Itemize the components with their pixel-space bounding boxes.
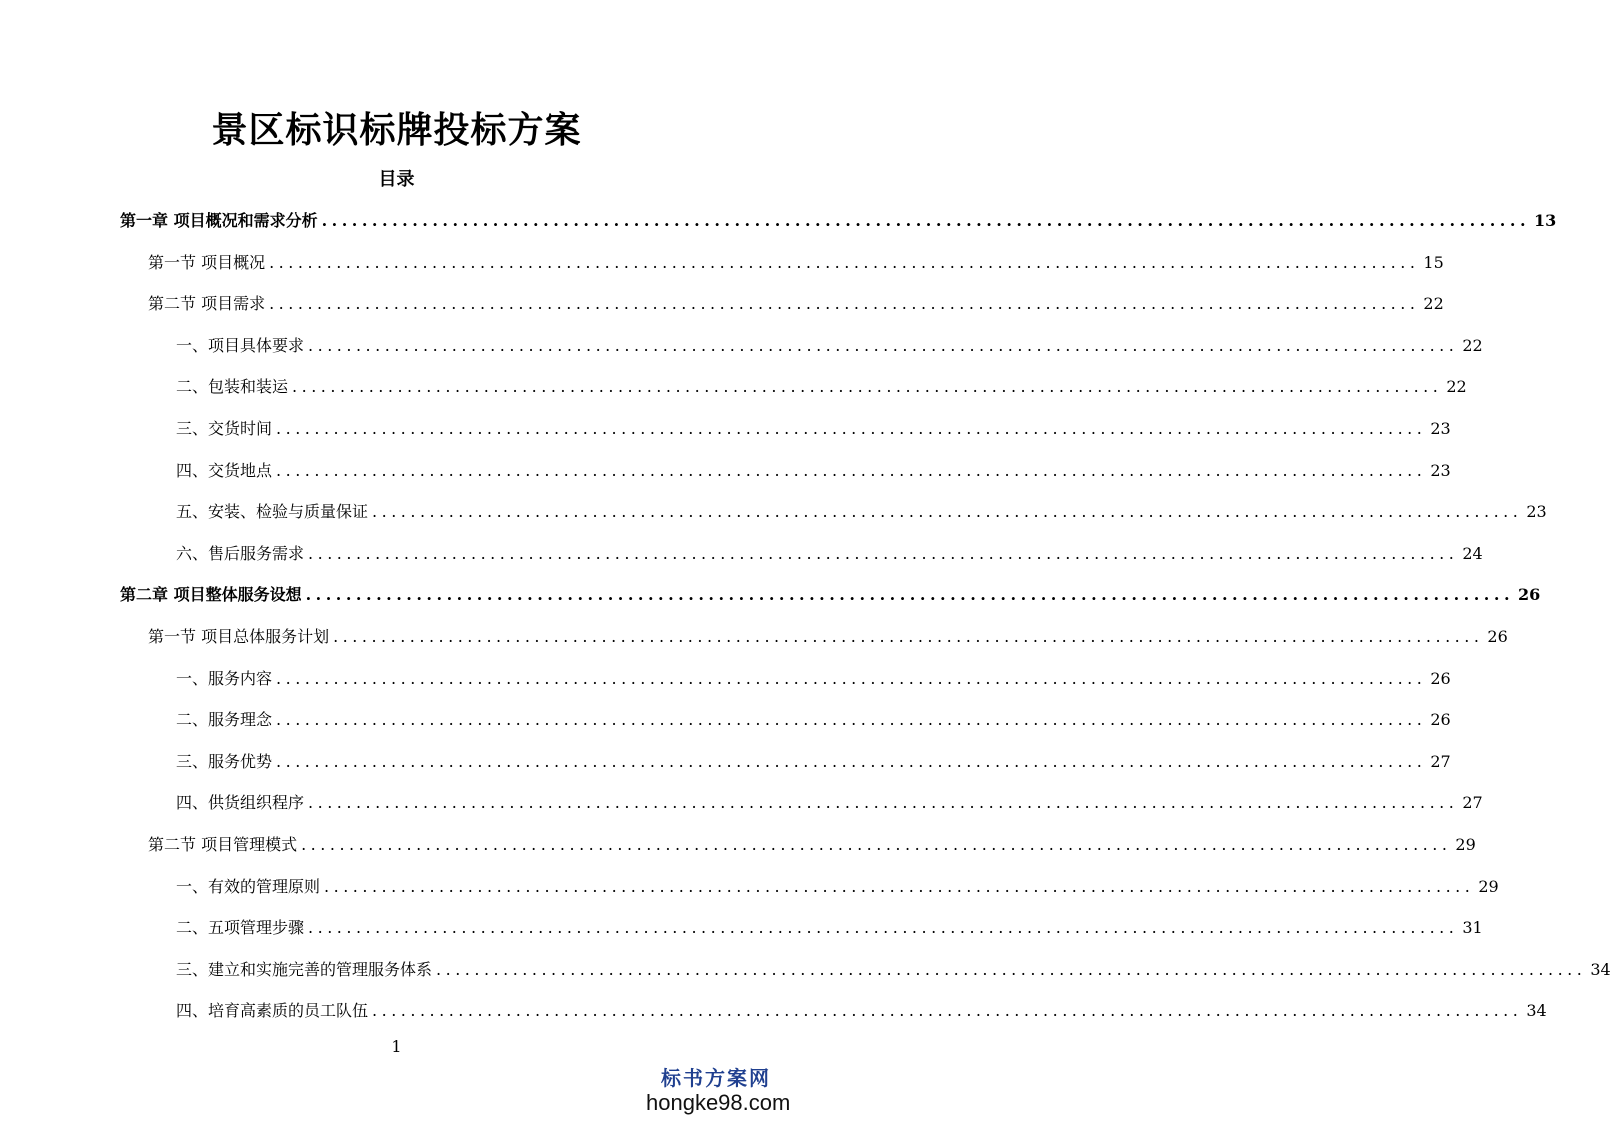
- toc-entry-label: 第二节 项目需求: [148, 294, 266, 314]
- watermark-domain: hongke98.com: [646, 1090, 791, 1115]
- toc-entry-label: 二、五项管理步骤: [176, 918, 305, 938]
- toc-entry-label: 四、交货地点: [176, 460, 273, 480]
- toc-dot-leader: ........................................................................................................................: [269, 252, 1420, 272]
- toc-subsection-entry[interactable]: [176, 372, 1467, 398]
- toc-entry-page: 15: [1423, 252, 1444, 272]
- toc-entry-page: 27: [1462, 793, 1483, 813]
- toc-dot-leader: ........................................................................................................................: [308, 918, 1459, 938]
- toc-entry-label: 第一章 项目概况和需求分析: [120, 211, 318, 230]
- toc-entry-label: 二、服务理念: [176, 710, 273, 730]
- toc-entry-label: 四、培育高素质的员工队伍: [176, 1001, 369, 1021]
- toc-subsection-entry[interactable]: [176, 996, 1547, 1022]
- toc-entry-page: 23: [1526, 502, 1547, 522]
- toc-dot-leader: ........................................................................................................................: [276, 710, 1427, 730]
- toc-dot-leader: ........................................................................................................................: [276, 460, 1427, 480]
- page-number: 1: [391, 1037, 402, 1056]
- toc-entry-label: 三、服务优势: [176, 751, 273, 771]
- toc-chapter-entry[interactable]: [120, 580, 1541, 606]
- toc-dot-leader: ........................................................................................................................: [308, 335, 1459, 355]
- toc-entry-page: 29: [1478, 876, 1499, 896]
- toc-subsection-entry[interactable]: [176, 955, 1611, 981]
- toc-dot-leader: ........................................................................................................................: [308, 793, 1459, 813]
- toc-dot-leader: ........................................................................................................................: [305, 585, 1515, 605]
- toc-subsection-entry[interactable]: [176, 539, 1483, 565]
- toc-subsection-entry[interactable]: [176, 331, 1483, 357]
- toc-entry-page: 26: [1518, 585, 1541, 605]
- toc-dot-leader: ........................................................................................................................: [301, 835, 1452, 854]
- toc-dot-leader: ........................................................................................................................: [372, 502, 1523, 522]
- toc-subsection-entry[interactable]: [176, 414, 1451, 440]
- toc-dot-leader: ........................................................................................................................: [269, 294, 1420, 314]
- toc-subsection-entry[interactable]: [176, 872, 1499, 898]
- toc-entry-label: 第二节 项目管理模式: [148, 835, 298, 854]
- toc-subsection-entry[interactable]: [176, 747, 1451, 773]
- toc-entry-label: 二、包装和装运: [176, 377, 289, 397]
- toc-entry-label: 一、服务内容: [176, 668, 273, 688]
- toc-dot-leader: ........................................................................................................................: [276, 668, 1427, 688]
- toc-chapter-entry[interactable]: [120, 206, 1557, 232]
- toc-subsection-entry[interactable]: [176, 913, 1483, 939]
- toc-entry-label: 三、交货时间: [176, 419, 273, 438]
- toc-entry-page: 22: [1446, 377, 1467, 397]
- toc-entry-label: 第一节 项目总体服务计划: [148, 627, 330, 646]
- toc-entry-label: 四、供货组织程序: [176, 793, 305, 813]
- toc-entry-label: 五、安装、检验与质量保证: [176, 502, 369, 522]
- toc-entry-page: 26: [1430, 710, 1451, 730]
- toc-subsection-entry[interactable]: [176, 664, 1451, 690]
- toc-dot-leader: ........................................................................................................................: [276, 419, 1427, 438]
- toc-subsection-entry[interactable]: [176, 788, 1483, 814]
- toc-entry-page: 22: [1423, 294, 1444, 314]
- toc-entry-page: 26: [1430, 668, 1451, 688]
- toc-entry-page: 31: [1462, 918, 1483, 938]
- toc-dot-leader: ........................................................................................................................: [276, 751, 1427, 771]
- toc-entry-page: 24: [1462, 543, 1483, 563]
- toc-dot-leader: ........................................................................................................................: [372, 1001, 1523, 1021]
- toc-dot-leader: ........................................................................................................................: [436, 959, 1587, 979]
- toc-entry-page: 13: [1534, 211, 1557, 230]
- toc-dot-leader: ........................................................................................................................: [292, 377, 1443, 397]
- toc-dot-leader: ........................................................................................................................: [308, 543, 1459, 563]
- site-watermark: [646, 1066, 791, 1118]
- toc-entry-page: 22: [1462, 335, 1483, 355]
- document-title: 景区标识标牌投标方案: [211, 109, 582, 151]
- toc-subsection-entry[interactable]: [176, 456, 1451, 482]
- watermark-site-name: 标书方案网: [661, 1066, 771, 1090]
- toc-entry-page: 23: [1430, 419, 1451, 438]
- toc-entry-label: 第二章 项目整体服务设想: [120, 585, 302, 605]
- toc-entry-page: 23: [1430, 460, 1451, 480]
- toc-entry-page: 34: [1526, 1001, 1547, 1021]
- toc-subsection-entry[interactable]: [176, 705, 1451, 731]
- toc-entry-label: 第一节 项目概况: [148, 252, 266, 272]
- toc-section-entry[interactable]: [148, 289, 1444, 315]
- toc-heading: 目录: [378, 169, 415, 190]
- toc-section-entry[interactable]: [148, 830, 1476, 856]
- toc-entry-label: 一、项目具体要求: [176, 335, 305, 355]
- toc-dot-leader: ........................................................................................................................: [324, 876, 1475, 896]
- toc-subsection-entry[interactable]: [176, 497, 1547, 523]
- toc-entry-label: 六、售后服务需求: [176, 543, 305, 563]
- toc-entry-page: 34: [1590, 959, 1611, 979]
- toc-entry-label: 一、有效的管理原则: [176, 876, 321, 896]
- toc-dot-leader: ........................................................................................................................: [333, 627, 1484, 646]
- toc-dot-leader: ........................................................................................................................: [321, 211, 1531, 230]
- toc-entry-label: 三、建立和实施完善的管理服务体系: [176, 959, 433, 979]
- toc-section-entry[interactable]: [148, 622, 1508, 648]
- toc-entry-page: 27: [1430, 751, 1451, 771]
- toc-entry-page: 26: [1487, 627, 1508, 646]
- toc-section-entry[interactable]: [148, 248, 1444, 274]
- toc-entry-page: 29: [1455, 835, 1476, 854]
